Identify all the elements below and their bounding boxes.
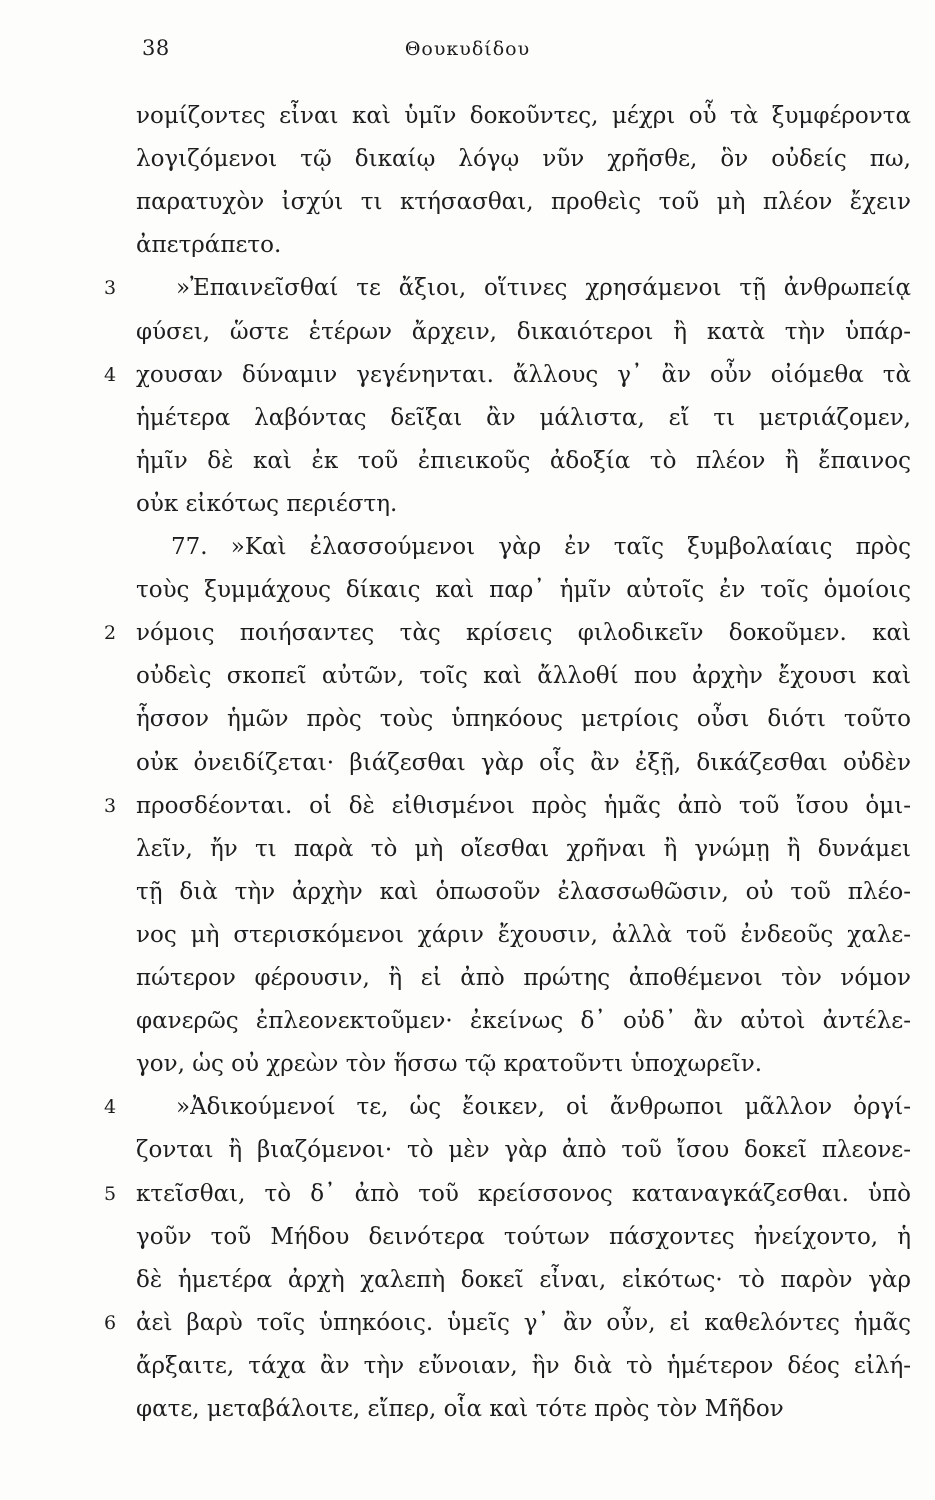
text-line: δὲ ἡμετέρα ἀρχὴ χαλεπὴ δοκεῖ εἶναι, εἰκότως· τὸ παρὸν γὰρ	[136, 1267, 911, 1293]
text-line: νόμοις ποιήσαντες τὰς κρίσεις φιλοδικεῖν δοκοῦμεν. καὶ	[136, 620, 911, 646]
text-line: γον, ὡς οὐ χρεὼν τὸν ἥσσω τῷ κρατοῦντι ὑποχωρεῖν.	[136, 1051, 763, 1077]
text-line: τοὺς ξυμμάχους δίκαις καὶ παρ᾽ ἡμῖν αὐτοῖς ἐν τοῖς ὁμοίοις	[136, 577, 911, 603]
text-line: »Ἐπαινεῖσθαί τε ἄξιοι, οἵτινες χρησάμενοι τῇ ἀνθρωπείᾳ	[176, 275, 911, 301]
text-line: ἡμέτερα λαβόντας δεῖξαι ἂν μάλιστα, εἴ τι μετριάζομεν,	[136, 405, 911, 431]
text-line: ζονται ἢ βιαζόμενοι· τὸ μὲν γὰρ ἀπὸ τοῦ ἴσου δοκεῖ πλεονε-	[136, 1137, 911, 1163]
text-line: ἀεὶ βαρὺ τοῖς ὑπηκόοις. ὑμεῖς γ᾽ ἂν οὖν, εἰ καθελόντες ἡμᾶς	[136, 1310, 911, 1336]
text-line: γοῦν τοῦ Μήδου δεινότερα τούτων πάσχοντες ἠνείχοντο, ἡ	[136, 1224, 911, 1250]
text-line: ἄρξαιτε, τάχα ἂν τὴν εὔνοιαν, ἣν διὰ τὸ ἡμέτερον δέος εἰλή-	[136, 1353, 911, 1379]
text-line: κτεῖσθαι, τὸ δ᾽ ἀπὸ τοῦ κρείσσονος καταναγκάζεσθαι. ὑπὸ	[136, 1181, 911, 1207]
margin-section-number: 3	[104, 277, 117, 299]
text-line: φύσει, ὥστε ἑτέρων ἄρχειν, δικαιότεροι ἢ κατὰ τὴν ὑπάρ-	[136, 319, 911, 345]
text-line: λεῖν, ἤν τι παρὰ τὸ μὴ οἴεσθαι χρῆναι ἢ γνώμῃ ἢ δυνάμει	[136, 836, 911, 862]
text-line: προσδέονται. οἱ δὲ εἰθισμένοι πρὸς ἡμᾶς ἀπὸ τοῦ ἴσου ὁμι-	[136, 793, 911, 819]
text-line: νος μὴ στερισκόμενοι χάριν ἔχουσιν, ἀλλὰ τοῦ ἐνδεοῦς χαλε-	[136, 922, 911, 948]
text-line: οὐκ ὀνειδίζεται· βιάζεσθαι γὰρ οἷς ἂν ἐξῇ, δικάζεσθαι οὐδὲν	[136, 750, 911, 776]
page-number: 38	[142, 36, 170, 60]
text-line: ἧσσον ἡμῶν πρὸς τοὺς ὑπηκόους μετρίοις οὖσι διότι τοῦτο	[136, 706, 911, 732]
text-line: 77. »Καὶ ἐλασσούμενοι γὰρ ἐν ταῖς ξυμβολαίαις πρὸς	[171, 534, 911, 560]
margin-section-number: 2	[104, 622, 117, 644]
margin-section-number: 4	[104, 1096, 117, 1118]
text-line: ἀπετράπετο.	[136, 232, 282, 258]
margin-section-number: 5	[104, 1183, 117, 1205]
text-line: λογιζόμενοι τῷ δικαίῳ λόγῳ νῦν χρῆσθε, ὃν οὐδείς πω,	[136, 146, 911, 172]
text-line: φανερῶς ἐπλεονεκτοῦμεν· ἐκείνως δ᾽ οὐδ᾽ ἂν αὐτοὶ ἀντέλε-	[136, 1008, 911, 1034]
page-header	[0, 30, 935, 70]
text-line: ἡμῖν δὲ καὶ ἐκ τοῦ ἐπιεικοῦς ἀδοξία τὸ πλέον ἢ ἔπαινος	[136, 448, 911, 474]
text-line: φατε, μεταβάλοιτε, εἴπερ, οἷα καὶ τότε πρὸς τὸν Μῆδον	[136, 1396, 784, 1422]
margin-section-number: 3	[104, 795, 117, 817]
text-line: οὐδεὶς σκοπεῖ αὐτῶν, τοῖς καὶ ἄλλοθί που ἀρχὴν ἔχουσι καὶ	[136, 663, 911, 689]
text-line: πώτερον φέρουσιν, ἢ εἰ ἀπὸ πρώτης ἀποθέμενοι τὸν νόμον	[136, 965, 911, 991]
running-title: Θουκυδίδου	[404, 38, 531, 60]
text-line: τῇ διὰ τὴν ἀρχὴν καὶ ὁπωσοῦν ἐλασσωθῶσιν, οὐ τοῦ πλέο-	[136, 879, 911, 905]
text-line: »Ἀδικούμενοί τε, ὡς ἔοικεν, οἱ ἄνθρωποι μᾶλλον ὀργί-	[176, 1094, 911, 1120]
margin-section-number: 4	[104, 364, 117, 386]
text-line: χουσαν δύναμιν γεγένηνται. ἄλλους γ᾽ ἂν οὖν οἰόμεθα τὰ	[136, 362, 911, 388]
text-line: νομίζοντες εἶναι καὶ ὑμῖν δοκοῦντες, μέχρι οὗ τὰ ξυμφέροντα	[136, 103, 911, 129]
margin-section-number: 6	[104, 1312, 117, 1334]
text-line: οὐκ εἰκότως περιέστη.	[136, 491, 398, 517]
text-line: παρατυχὸν ἰσχύι τι κτήσασθαι, προθεὶς τοῦ μὴ πλέον ἔχειν	[136, 189, 911, 215]
